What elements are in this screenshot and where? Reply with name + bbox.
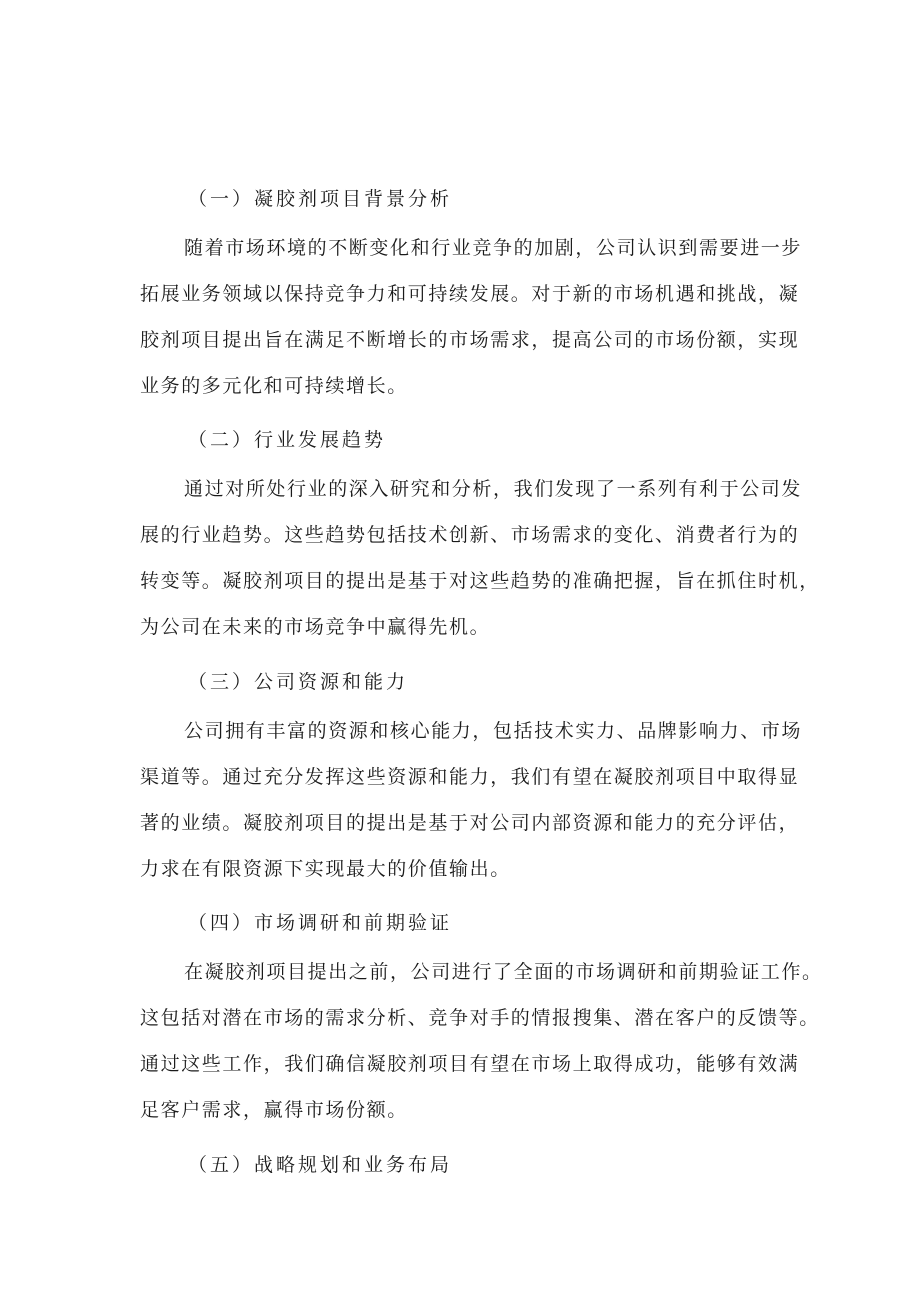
section-heading-2: （二）行业发展趋势 xyxy=(188,429,387,451)
body-line: 转变等。凝胶剂项目的提出是基于对这些趋势的准确把握，旨在抓住时机， xyxy=(140,570,820,592)
section-body-4 xyxy=(140,949,823,1133)
section-heading-3: （三）公司资源和能力 xyxy=(188,671,409,693)
body-line: 这包括对潜在市场的需求分析、竞争对手的情报搜集、潜在客户的反馈等。 xyxy=(140,1007,820,1029)
body-line: 展的行业趋势。这些趋势包括技术创新、市场需求的变化、消费者行为的 xyxy=(140,524,800,546)
body-line: 为公司在未来的市场竞争中赢得先机。 xyxy=(140,616,491,638)
body-line: 拓展业务领域以保持竞争力和可持续发展。对于新的市场机遇和挑战，凝 xyxy=(140,283,800,305)
body-line: 足客户需求，赢得市场份额。 xyxy=(140,1099,408,1121)
section-body-1 xyxy=(140,225,803,409)
body-line: 力求在有限资源下实现最大的价值输出。 xyxy=(140,858,511,880)
body-line: 通过对所处行业的深入研究和分析，我们发现了一系列有利于公司发 xyxy=(184,478,803,500)
body-line: 在凝胶剂项目提出之前，公司进行了全面的市场调研和前期验证工作。 xyxy=(184,961,823,983)
body-line: 著的业绩。凝胶剂项目的提出是基于对公司内部资源和能力的充分评估， xyxy=(140,812,800,834)
body-line: 公司拥有丰富的资源和核心能力，包括技术实力、品牌影响力、市场 xyxy=(184,720,803,742)
body-line: 渠道等。通过充分发挥这些资源和能力，我们有望在凝胶剂项目中取得显 xyxy=(140,766,800,788)
body-line: 随着市场环境的不断变化和行业竞争的加剧，公司认识到需要进一步 xyxy=(184,237,803,259)
section-heading-4: （四）市场调研和前期验证 xyxy=(188,912,453,934)
body-line: 通过这些工作，我们确信凝胶剂项目有望在市场上取得成功，能够有效满 xyxy=(140,1053,800,1075)
section-heading-5: （五）战略规划和业务布局 xyxy=(188,1154,453,1176)
section-heading-1: （一）凝胶剂项目背景分析 xyxy=(188,188,453,210)
body-line: 胶剂项目提出旨在满足不断增长的市场需求，提高公司的市场份额，实现 xyxy=(140,329,800,351)
body-line: 业务的多元化和可持续增长。 xyxy=(140,375,408,397)
section-body-2 xyxy=(140,466,820,650)
section-body-3 xyxy=(140,708,803,892)
